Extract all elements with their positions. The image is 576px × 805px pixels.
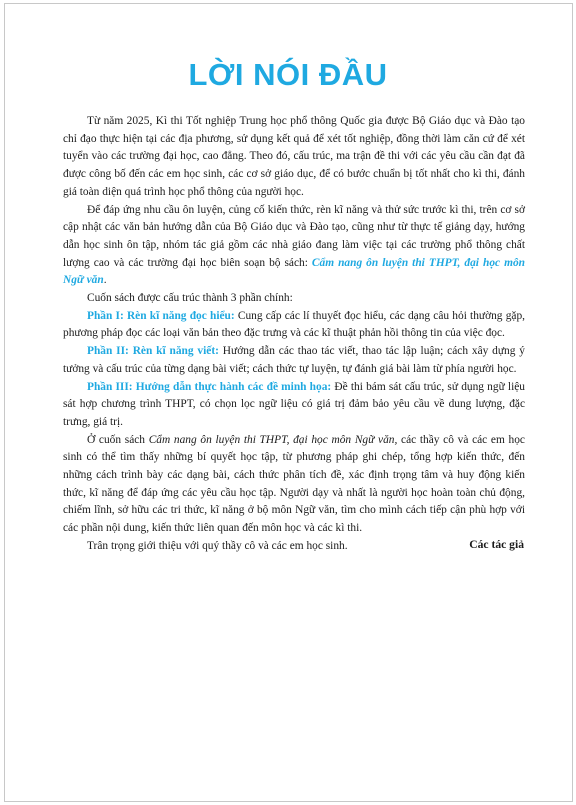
paragraph-benefits xyxy=(63,432,525,538)
part-2-label: Phần II: Rèn kĩ năng viết: xyxy=(87,345,219,358)
paragraph-benefits-start: Ở cuốn sách xyxy=(87,433,149,446)
paragraph-part-1 xyxy=(63,308,525,343)
paragraph-purpose xyxy=(63,202,525,291)
part-1-label: Phần I: Rèn kĩ năng đọc hiểu: xyxy=(87,309,235,322)
paragraph-part-3 xyxy=(63,379,525,432)
preface-body xyxy=(63,113,525,556)
part-3-text: Đề thi bám sát cấu trúc, sử dụng ngữ liệu sát hợp chương trình THPT, có chọn lọc ngữ liệu có giá trị đảm bảo yêu cầu về dung lượng, đặc trưng, giá trị. xyxy=(63,380,526,428)
paragraph-intro: Từ năm 2025, Kì thi Tốt nghiệp Trung học phổ thông Quốc gia được Bộ Giáo dục và Đào tạo chỉ đạo thực hiện tại các địa phương, sử dụng kết quả để xét tốt nghiệp, đồng thời làm căn cứ để xét tuyển vào các trường đại học, cao đẳng. Theo đó, cấu trúc, ma trận đề thi với các yêu cầu cần đạt đã được công bố đến các em học sinh, các cơ sở giáo dục, để có bước chuẩn bị tốt nhất cho kì thi, đánh giá toàn diện quá trình học phổ thông của người học. xyxy=(63,115,525,198)
page-title: LỜI NÓI ĐẦU xyxy=(188,57,388,92)
paragraph-part-2 xyxy=(63,343,525,378)
paragraph-benefits-text: các thầy cô và các em học sinh có thể tìm thấy những bí quyết học tập, từ phương pháp ghi chép, tổng hợp kiến thức, đến những cách trình bày các dạng bài, cách thức phân tích đề, xác định trọng tâm và huy động kiến thức, kĩ năng để đáp ứng các yêu cầu học tập. Người dạy và nhất là người học hoàn toàn chủ động, chiếm lĩnh, sở hữu các tri thức, kĩ năng ở bộ môn Ngữ văn, tìm cho mình cách tiếp cận phù hợp với các phần nội dung, kiến thức liên quan đến môn học và các kì thi. xyxy=(63,433,525,535)
paragraph-structure: Cuốn sách được cấu trúc thành 3 phần chính: xyxy=(87,292,293,305)
paragraph-closing: Trân trọng giới thiệu với quý thầy cô và các em học sinh. xyxy=(87,539,348,552)
part-2-text: Hướng dẫn các thao tác viết, thao tác lập luận; cách xây dựng ý tưởng và cấu trúc của từng dạng bài viết; cách thức tự luyện, tự đánh giá bài làm từ phía người học. xyxy=(63,345,525,375)
part-1-text: Cung cấp các lí thuyết đọc hiểu, các dạng câu hỏi thường gặp, phương pháp đọc các loại văn bản theo đặc trưng và các kĩ thuật phản hồi thông tin của việc đọc. xyxy=(63,309,525,340)
book-title-italic: Cẩm nang ôn luyện thi THPT, đại học môn Ngữ văn, xyxy=(148,433,398,446)
signature: Các tác giả xyxy=(469,538,524,551)
part-3-label: Phần III: Hướng dẫn thực hành các đề minh họa: xyxy=(87,380,332,393)
paragraph-purpose-end: . xyxy=(103,274,107,287)
paragraph-purpose-text: Để đáp ứng nhu cầu ôn luyện, củng cố kiến thức, rèn kĩ năng và thử sức trước kì thi, trên cơ sở cập nhật các văn bản hướng dẫn của Bộ Giáo dục và Đào tạo, cũng như từ thực tế giảng dạy, hướng dẫn học sinh ôn tập, nhóm tác giả gồm các nhà giáo đang làm việc tại các trường phổ thông chất lượng cao và các trường đại học biên soạn bộ sách: xyxy=(63,203,525,269)
book-title: Cẩm nang ôn luyện thi THPT, đại học môn Ngữ văn xyxy=(63,256,525,287)
